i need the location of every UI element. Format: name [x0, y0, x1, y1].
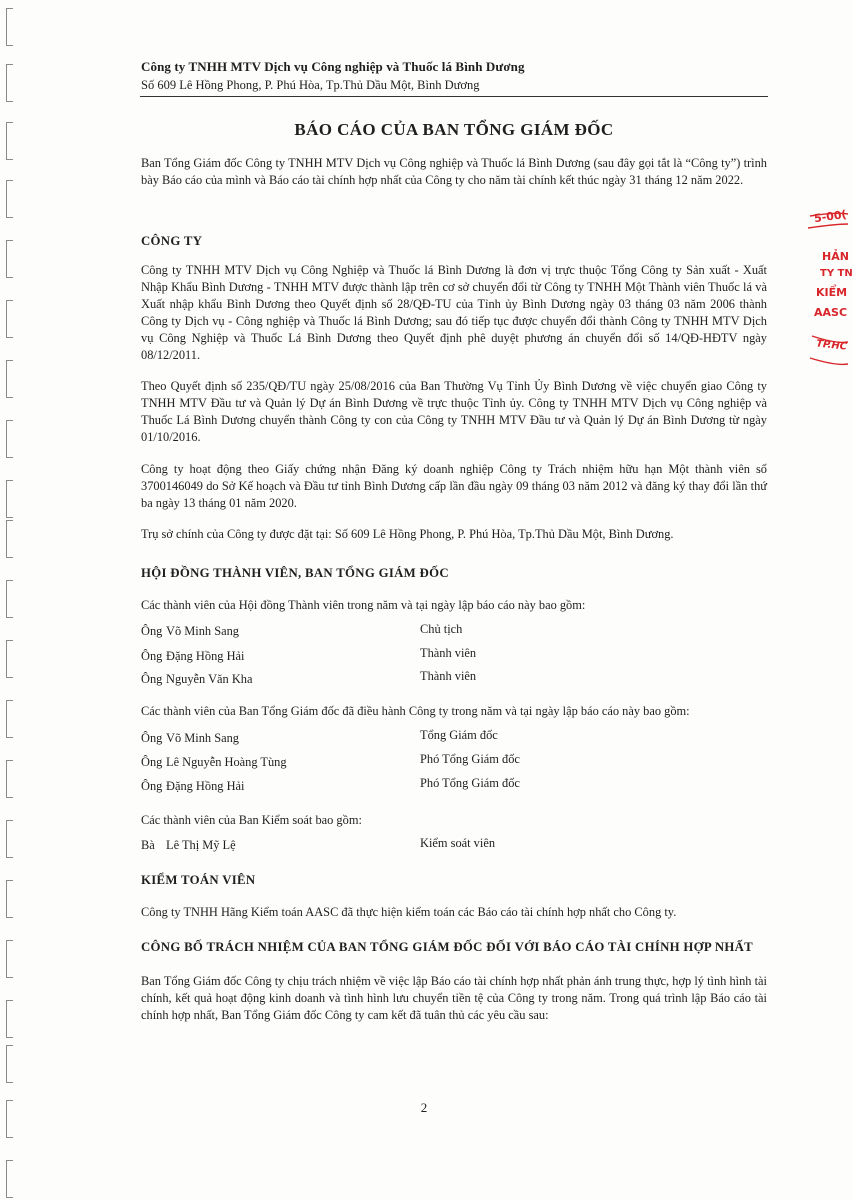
council-member-role: Thành viên — [420, 646, 477, 660]
stamp-text: HẢN — [822, 250, 849, 263]
council-member-role: Chủ tịch — [420, 622, 463, 636]
company-paragraph-2: Theo Quyết định số 235/QĐ/TU ngày 25/08/2016 của Ban Thường Vụ Tỉnh Ủy Bình Dương về việc chuyển giao Công ty TNHH MTV Đầu tư và Quản lý Dự án Bình Dương về trực thuộc Tỉnh ủy. Công ty TNHH MTV Dịch vụ Công nghiệp và Thuốc Lá Bình Dương chuyển thành Công ty con của Công ty TNHH MTV Đầu tư và Quản lý Dự án Bình Dương từ ngày 01/10/2016. — [141, 379, 767, 444]
director-role: Tổng Giám đốc — [420, 728, 498, 742]
company-paragraph-4: Trụ sở chính của Công ty được đặt tại: Số 609 Lê Hồng Phong, P. Phú Hòa, Tp.Thủ Dầu Một, Bình Dương. — [141, 527, 674, 541]
supervisor-name: Bà Lê Thị Mỹ Lệ — [141, 838, 236, 852]
supervisors-intro: Các thành viên của Ban Kiểm soát bao gồm: — [141, 813, 362, 827]
page-number: 2 — [420, 1100, 428, 1115]
company-paragraph-1: Công ty TNHH MTV Dịch vụ Công Nghiệp và Thuốc lá Bình Dương là đơn vị trực thuộc Tổng Công ty Sản xuất - Xuất Nhập Khẩu Bình Dương - TNHH MTV được thành lập trên cơ sở chuyển đổi từ Công ty TNHH Một Thành viên Thuốc lá và Xuất nhập khẩu Bình Dương theo Quyết định số 28/QĐ-TU của Tỉnh ủy Bình Dương ngày 03 tháng 03 năm 2006 thành Công ty Dịch vụ - Công nghiệp và Thuốc lá Bình Dương; sau đó tiếp tục được chuyển đổi thành Công ty TNHH MTV Dịch vụ Công Nghiệp và Thuốc Lá Bình Dương theo Quyết định phê duyệt phương án chuyển đổi số 14/QĐ-HĐTV ngày 08/12/2011. — [141, 263, 767, 362]
stamp-text: KIỂM — [816, 286, 848, 299]
intro-paragraph: Ban Tổng Giám đốc Công ty TNHH MTV Dịch vụ Công nghiệp và Thuốc lá Bình Dương (sau đây gọi tắt là “Công ty”) trình bày Báo cáo của mình và Báo cáo tài chính hợp nhất của Công ty cho năm tài chính kết thúc ngày 31 tháng 12 năm 2022. — [141, 156, 767, 187]
auditor-text: Công ty TNHH Hãng Kiểm toán AASC đã thực hiện kiểm toán các Báo cáo tài chính hợp nhất cho Công ty. — [141, 905, 677, 919]
header-divider — [140, 96, 768, 97]
stamp-text: TP.HC — [815, 338, 848, 353]
director-role: Phó Tổng Giám đốc — [420, 776, 520, 790]
page-title: BÁO CÁO CỦA BAN TỔNG GIÁM ĐỐC — [294, 120, 614, 139]
council-intro: Các thành viên của Hội đồng Thành viên trong năm và tại ngày lập báo cáo này bao gồm: — [141, 598, 586, 612]
director-role: Phó Tổng Giám đốc — [420, 752, 520, 766]
council-member-name: Ông Đặng Hồng Hải — [141, 649, 245, 663]
stamp-text: TY TN — [820, 268, 853, 279]
company-address: Số 609 Lê Hồng Phong, P. Phú Hòa, Tp.Thủ Dầu Một, Bình Dương — [141, 78, 480, 92]
director-name: Ông Lê Nguyễn Hoàng Tùng — [141, 755, 287, 769]
responsibility-text: Ban Tổng Giám đốc Công ty chịu trách nhiệm về việc lập Báo cáo tài chính hợp nhất phản ánh trung thực, hợp lý tình hình tài chính, kết quả hoạt động kinh doanh và tình hình lưu chuyển tiền tệ của Công ty trong năm. Trong quá trình lập Báo cáo tài chính hợp nhất, Ban Tổng Giám đốc Công ty cam kết đã tuân thủ các yêu cầu sau: — [141, 974, 767, 1022]
council-member-name: Ông Võ Minh Sang — [141, 624, 239, 638]
company-paragraph-3: Công ty hoạt động theo Giấy chứng nhận Đăng ký doanh nghiệp Công ty Trách nhiệm hữu hạn Một thành viên số 3700146049 do Sở Kế hoạch và Đầu tư tỉnh Bình Dương cấp lần đầu ngày 09 tháng 03 năm 2012 và đăng ký thay đổi lần thứ ba ngày 13 tháng 01 năm 2020. — [141, 462, 767, 510]
directors-intro: Các thành viên của Ban Tổng Giám đốc đã điều hành Công ty trong năm và tại ngày lập báo cáo này bao gồm: — [141, 704, 690, 718]
stamp-ring — [796, 208, 848, 368]
stamp-text: AASC — [814, 306, 848, 319]
binding-holes — [6, 0, 26, 1200]
council-member-role: Thành viên — [420, 669, 477, 683]
council-member-name: Ông Nguyễn Văn Kha — [141, 672, 253, 686]
director-name: Ông Đặng Hồng Hải — [141, 779, 245, 793]
company-name: Công ty TNHH MTV Dịch vụ Công nghiệp và Thuốc lá Bình Dương — [141, 59, 525, 74]
auditor-heading: KIỂM TOÁN VIÊN — [141, 873, 256, 887]
director-name: Ông Võ Minh Sang — [141, 731, 239, 745]
stamp-text: 5-00( — [813, 207, 848, 226]
board-heading: HỘI ĐỒNG THÀNH VIÊN, BAN TỔNG GIÁM ĐỐC — [141, 566, 449, 580]
company-seal-stamp — [796, 207, 853, 368]
company-heading: CÔNG TY — [141, 234, 203, 248]
supervisor-role: Kiểm soát viên — [420, 836, 496, 850]
responsibility-heading: CÔNG BỐ TRÁCH NHIỆM CỦA BAN TỔNG GIÁM ĐỐC ĐỐI VỚI BÁO CÁO TÀI CHÍNH HỢP NHẤT — [141, 940, 753, 954]
